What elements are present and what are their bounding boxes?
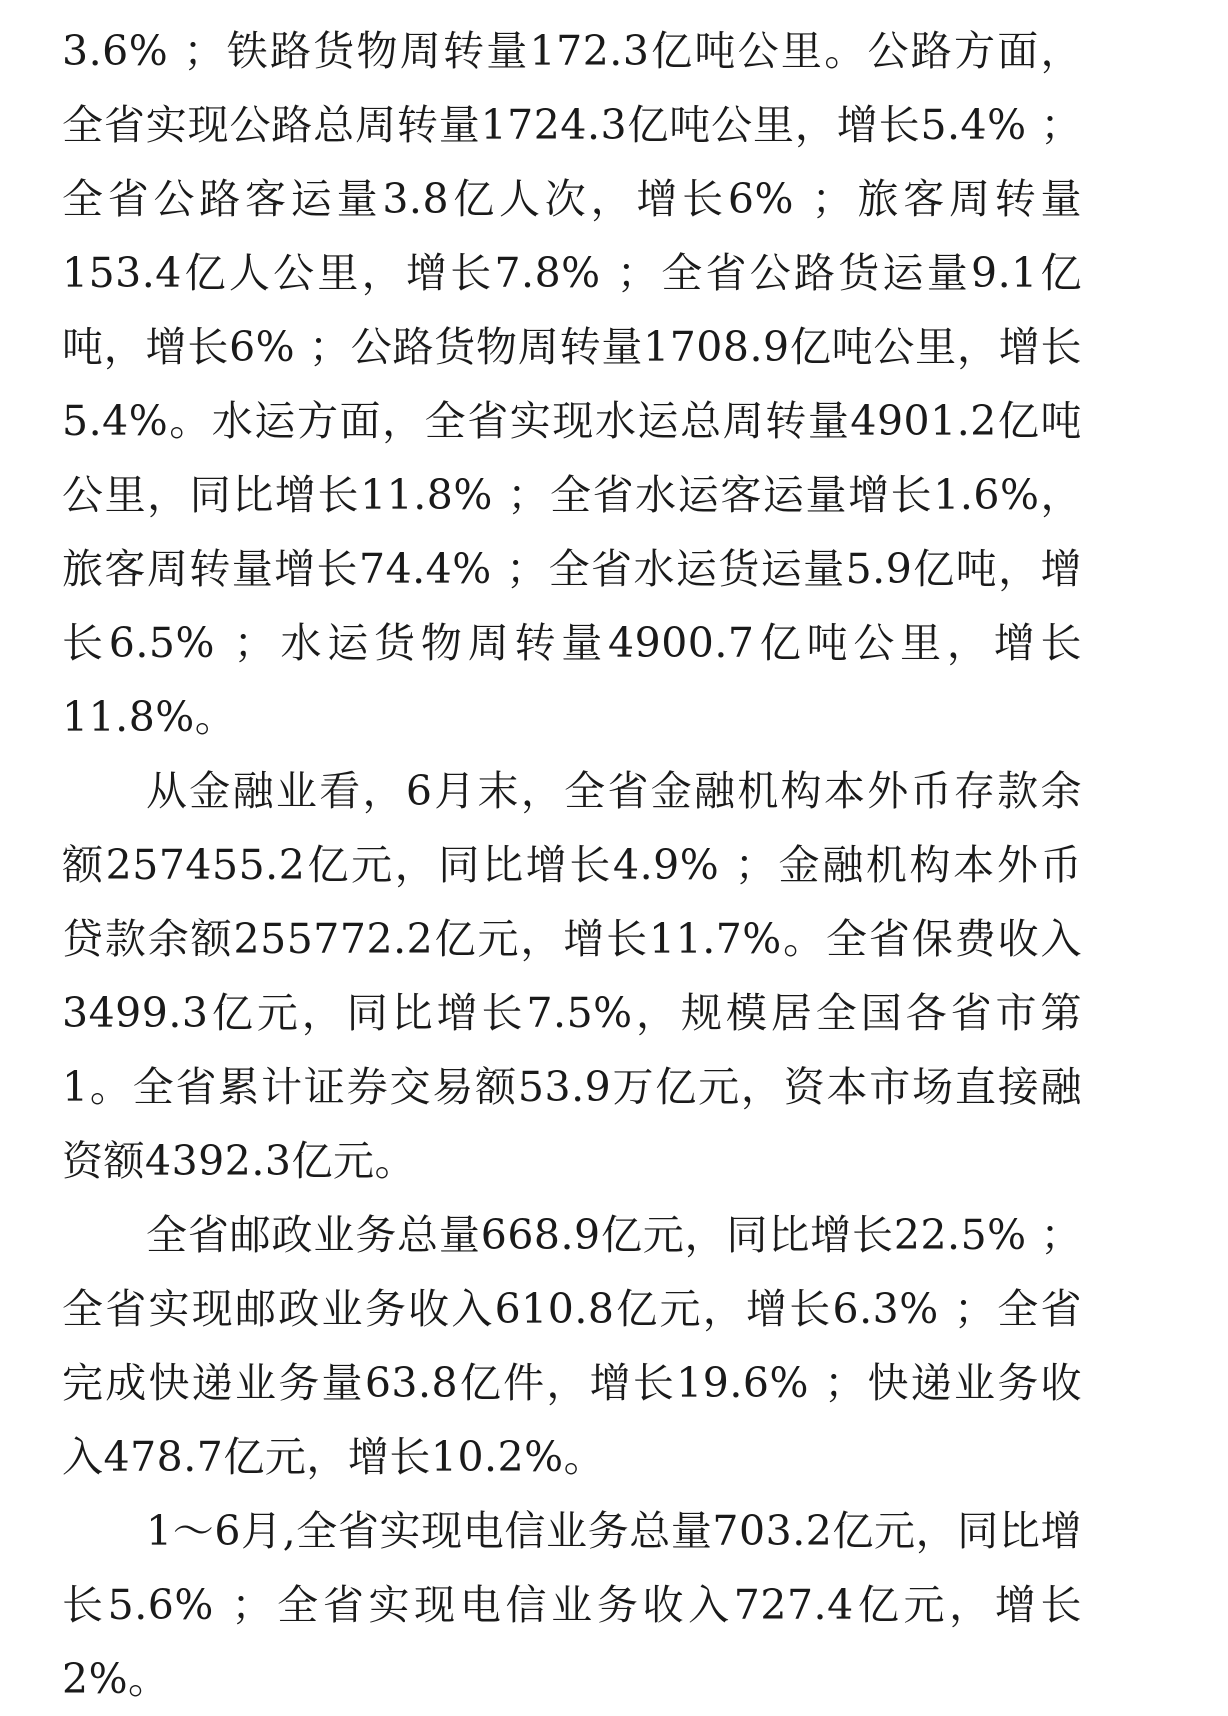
- paragraph-telecom: 1～6月,全省实现电信业务总量703.2亿元，同比增长5.6% ；全省实现电信业务收入727.4亿元，增长2%。: [62, 1507, 1082, 1703]
- document-page: [62, 14, 1082, 1716]
- paragraph-transport: 3.6% ；铁路货物周转量172.3亿吨公里。公路方面，全省实现公路总周转量1724.3亿吨公里，增长5.4% ；全省公路客运量3.8亿人次，增长6% ；旅客周转量153.4亿人公里，增长7.8% ；全省公路货运量9.1亿吨，增长6% ；公路货物周转量1708.9亿吨公里，增长5.4%。水运方面，全省实现水运总周转量4901.2亿吨公里，同比增长11.8% ；全省水运客运量增长1.6%，旅客周转量增长74.4% ；全省水运货运量5.9亿吨，增长6.5% ；水运货物周转量4900.7亿吨公里，增长11.8%。: [62, 27, 1082, 741]
- paragraph-finance: 从金融业看，6月末，全省金融机构本外币存款余额257455.2亿元，同比增长4.9% ；金融机构本外币贷款余额255772.2亿元，增长11.7%。全省保费收入3499.3亿元，同比增长7.5%，规模居全国各省市第1。全省累计证券交易额53.9万亿元，资本市场直接融资额4392.3亿元。: [62, 767, 1082, 1185]
- paragraph-postal: 全省邮政业务总量668.9亿元，同比增长22.5% ；全省实现邮政业务收入610.8亿元，增长6.3% ；全省完成快递业务量63.8亿件，增长19.6% ；快递业务收入478.7亿元，增长10.2%。: [62, 1211, 1082, 1481]
